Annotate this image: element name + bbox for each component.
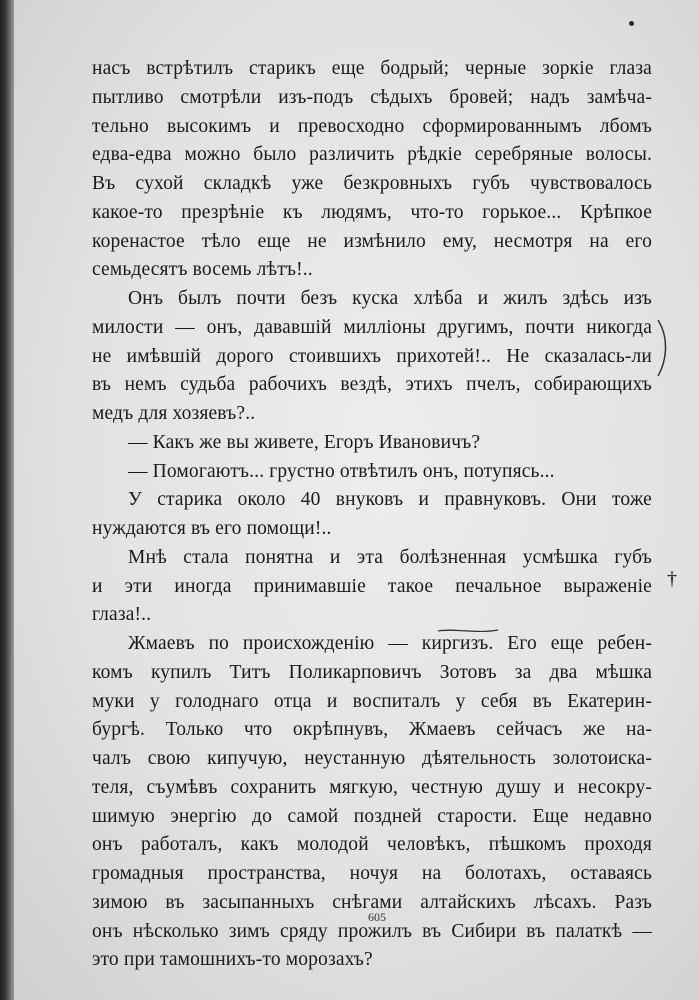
text-line: въ немъ судьба рабочихъ вездѣ, этихъ пчелъ, собирающихъ [92, 374, 652, 395]
text-line: какое-то презрѣнiе къ людямъ, что-то горькое... Крѣпкое [92, 202, 652, 223]
text-line: глаза!.. [92, 604, 152, 625]
text-line: онъ работалъ, какъ молодой человѣкъ, пѣшкомъ проходя [92, 834, 652, 855]
margin-dagger-mark: † [667, 568, 677, 590]
text-line: онъ нѣсколько зимъ сряду прожилъ въ Сибири въ палаткѣ — [92, 921, 652, 942]
dialogue-line: — Какъ же вы живете, Егоръ Ивановичъ? [128, 432, 481, 453]
text-line: не имѣвшiй дорого стоившихъ прихотей!.. Не сказалась-ли [92, 346, 652, 367]
text-line: коренастое тѣло еще не измѣнило ему, несмотря на его [92, 231, 652, 252]
text-line: это при тамошнихъ-то морозахъ? [92, 949, 373, 970]
text-line: милости — онъ, дававшiй миллiоны другимъ, почти никогда [92, 317, 652, 338]
text-line: бургѣ. Только что окрѣпнувъ, Жмаевъ сейчасъ же на- [92, 719, 652, 740]
text-line: нуждаются въ его помощи!.. [92, 518, 332, 539]
text-line: едва-едва можно было различить рѣдкiе серебряные волосы. [92, 144, 652, 165]
paragraph-first-line: Жмаевъ по происхожденiю — киргизъ. Его еще ребен- [128, 633, 652, 654]
page-number: 605 [368, 910, 386, 924]
text-line: громадныя пространства, ночуя на болотахъ, оставаясь [92, 863, 652, 884]
text-line: тельно высокимъ и превосходно сформированнымъ лбомъ [92, 116, 652, 137]
ink-speck [629, 21, 634, 26]
paragraph-first-line: У старика около 40 внуковъ и правнуковъ. Они тоже [128, 489, 652, 510]
text-line: медъ для хозяевъ?.. [92, 403, 256, 424]
margin-pencil-mark [654, 318, 674, 378]
text-line: семьдесятъ восемь лѣтъ!.. [92, 259, 313, 280]
paragraph-first-line: Онъ былъ почти безъ куска хлѣба и жилъ здѣсь изъ [128, 288, 652, 309]
paragraph-first-line: Мнѣ стала понятна и эта болѣзненная усмѣшка губъ [128, 547, 652, 568]
text-line: теля, съумѣвъ сохранить мягкую, честную душу и несокру- [92, 777, 652, 798]
text-line: чалъ свою кипучую, неустанную дѣятельность золотоиска- [92, 748, 652, 769]
dialogue-line: — Помогаютъ... грустно отвѣтилъ онъ, потупясь... [128, 461, 555, 482]
text-line: комъ купилъ Титъ Поликарповичъ Зотовъ за два мѣшка [92, 662, 652, 683]
text-line: Въ сухой складкѣ уже безкровныхъ губъ чувствовалось [92, 173, 652, 194]
text-line: муки у голоднаго отца и воспиталъ у себя въ Екатерин- [92, 691, 652, 712]
page-binding-shadow [0, 0, 14, 1000]
text-line: и эти иногда принимавшiе такое печальное выраженiе [92, 576, 652, 597]
text-line: шимую энергiю до самой поздней старости. Еще недавно [92, 806, 652, 827]
text-line: зимою въ засыпанныхъ снѣгами алтайскихъ лѣсахъ. Разъ [92, 892, 652, 913]
text-line: насъ встрѣтилъ старикъ еще бодрый; черные зоркiе глаза [92, 58, 652, 79]
text-line: пытливо смотрѣли изъ-подъ сѣдыхъ бровей; надъ замѣча- [92, 87, 652, 108]
